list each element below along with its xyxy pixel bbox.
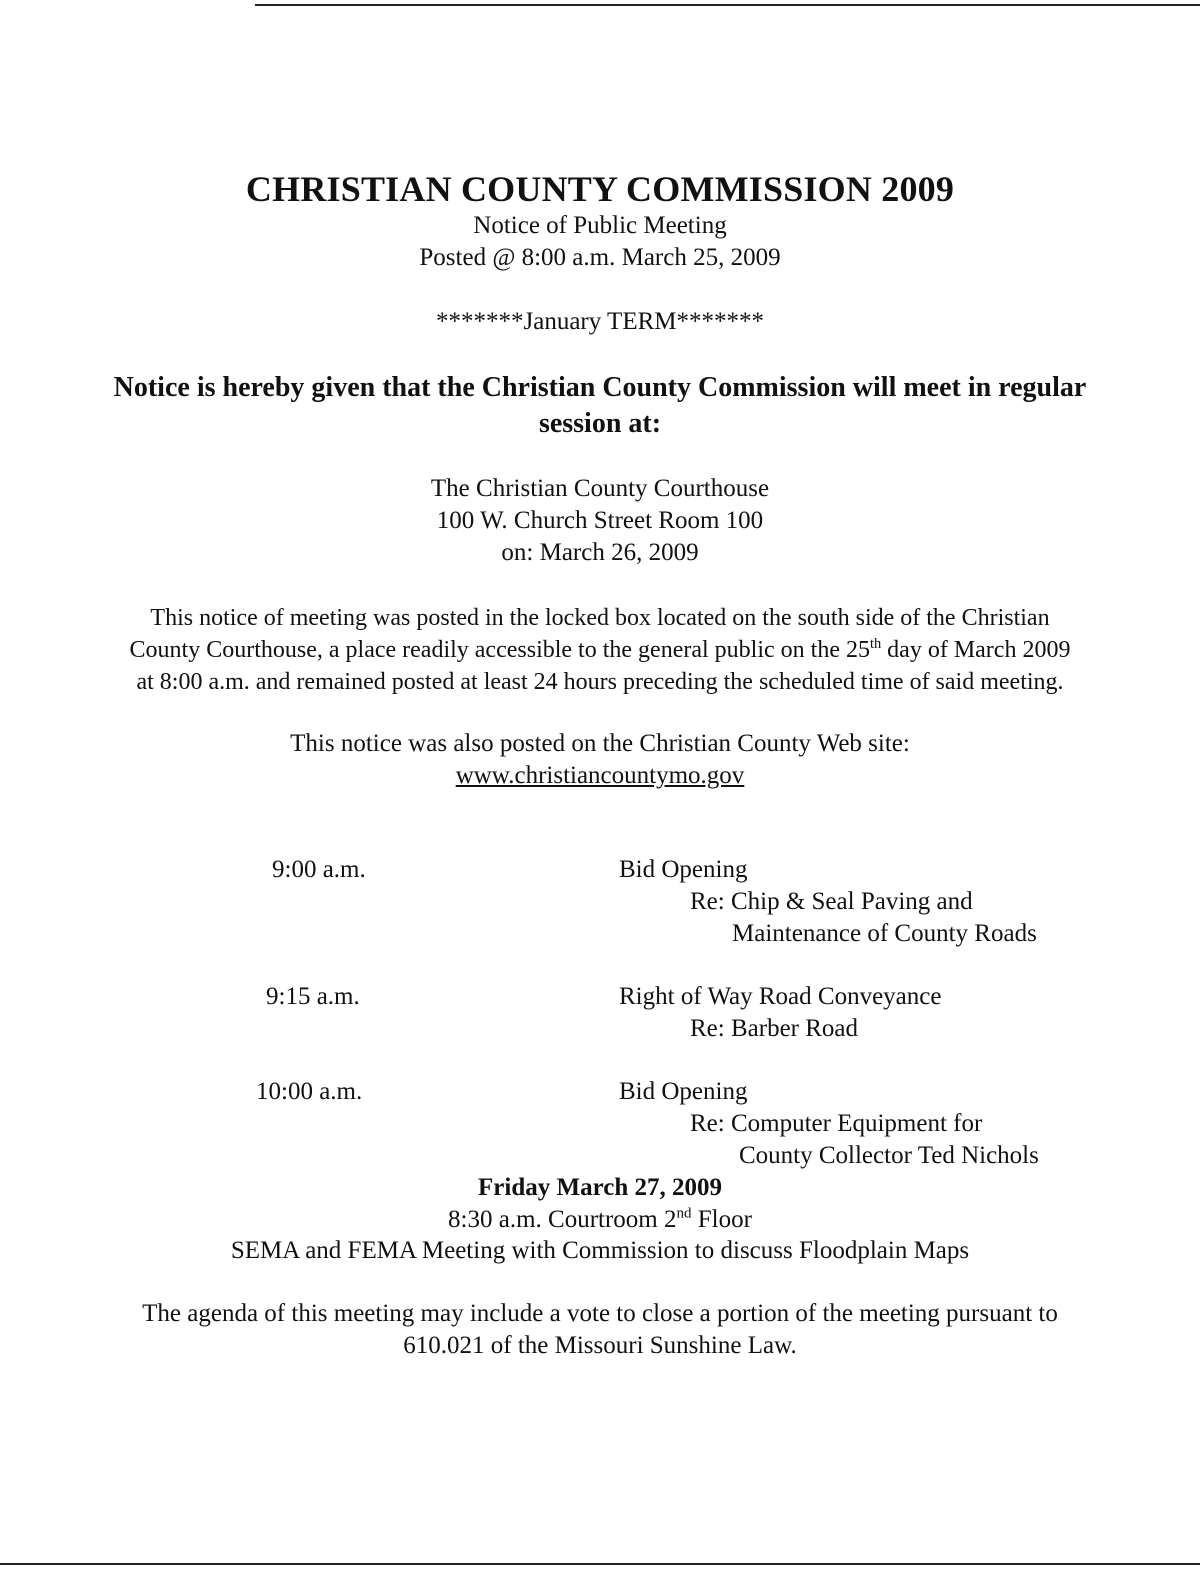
closing-line-1: The agenda of this meeting may include a vote to close a portion of the meeting pursuant to (142, 1300, 1058, 1327)
friday-time (0, 1206, 1200, 1234)
location-address: 100 W. Church Street Room 100 (436, 507, 764, 534)
website-link[interactable]: www.christiancountymo.gov (455, 762, 745, 789)
posting-line-2-text: County Courthouse, a place readily accessible to the general public on the 25 (129, 637, 870, 663)
posted-line: Posted @ 8:00 a.m. March 25, 2009 (419, 244, 781, 271)
top-rule (255, 4, 1200, 6)
schedule-time-3: 10:00 a.m. (256, 1078, 363, 1105)
web-link-row (0, 762, 1200, 790)
schedule-re-3: Re: Computer Equipment for (690, 1110, 983, 1137)
schedule-re-1: Re: Chip & Seal Paving and (690, 888, 973, 915)
posting-line-3: at 8:00 a.m. and remained posted at least 24 hours preceding the scheduled time of said meeting. (136, 669, 1064, 695)
subtitle: Notice of Public Meeting (473, 212, 727, 239)
schedule-re-1b: Maintenance of County Roads (732, 920, 1037, 947)
schedule-time-2: 9:15 a.m. (266, 983, 360, 1010)
friday-time-text: 8:30 a.m. Courtroom 2 (448, 1206, 677, 1233)
friday-description: SEMA and FEMA Meeting with Commission to discuss Floodplain Maps (230, 1237, 970, 1264)
posting-line-2 (0, 634, 1200, 666)
schedule-title-1: Bid Opening (619, 856, 748, 883)
schedule-title-3: Bid Opening (619, 1078, 748, 1105)
friday-floor-text: Floor (691, 1206, 752, 1233)
schedule-title-2: Right of Way Road Conveyance (619, 983, 942, 1010)
friday-heading: Friday March 27, 2009 (478, 1174, 722, 1201)
notice-line-2: session at: (538, 408, 662, 439)
schedule-re-3b: County Collector Ted Nichols (739, 1142, 1039, 1169)
web-line: This notice was also posted on the Christian County Web site: (290, 730, 910, 757)
closing-line-2: 610.021 of the Missouri Sunshine Law. (403, 1332, 797, 1359)
page-title: CHRISTIAN COUNTY COMMISSION 2009 (245, 169, 955, 209)
posting-line-1: This notice of meeting was posted in the locked box located on the south side of the Christian (150, 605, 1050, 631)
bottom-rule (0, 1563, 1200, 1565)
notice-line-1: Notice is hereby given that the Christian County Commission will meet in regular (113, 372, 1087, 403)
posting-line-2-end: day of March 2009 (881, 637, 1071, 663)
ordinal-suffix: th (869, 636, 882, 652)
schedule-re-2: Re: Barber Road (690, 1015, 859, 1042)
meeting-date: on: March 26, 2009 (501, 539, 699, 566)
floor-ordinal-suffix: nd (676, 1205, 692, 1222)
schedule-time-1: 9:00 a.m. (272, 856, 366, 883)
location-name: The Christian County Courthouse (430, 475, 770, 502)
term-line: *******January TERM******* (436, 308, 764, 335)
